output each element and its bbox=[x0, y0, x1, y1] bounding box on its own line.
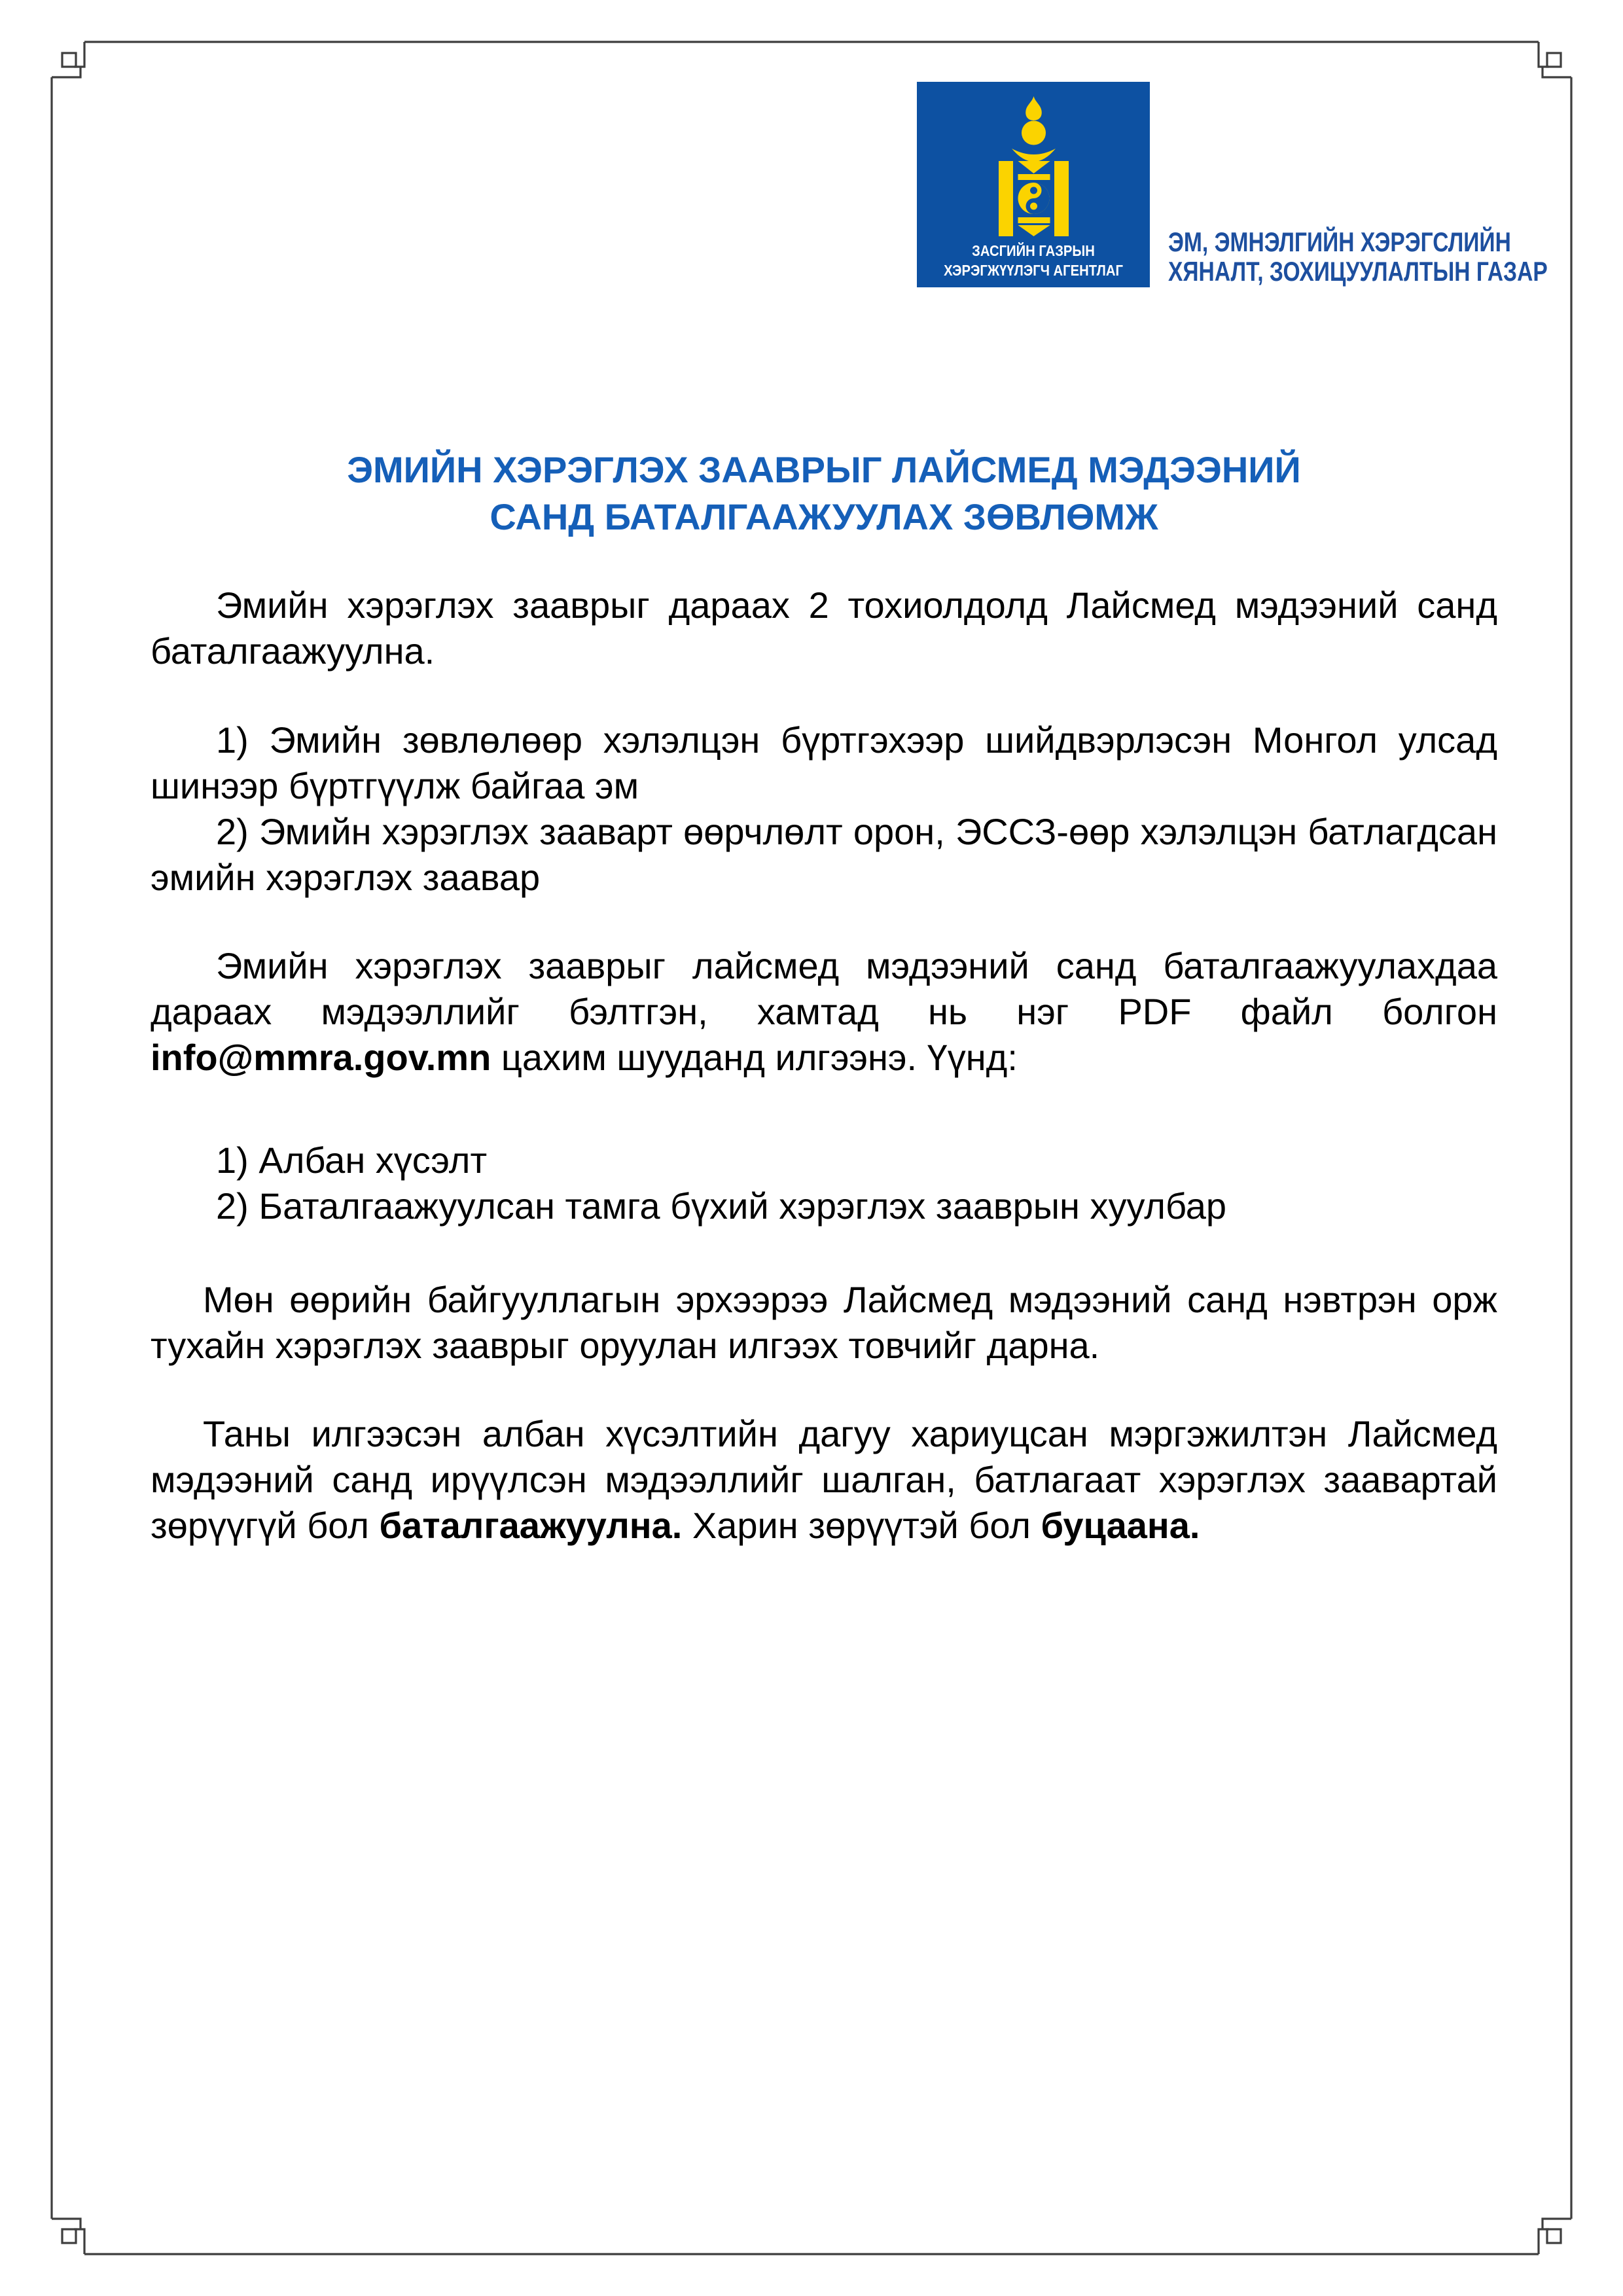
organization-name-line2: ХЯНАЛТ, ЗОХИЦУУЛАЛТЫН ГАЗАР bbox=[1168, 256, 1548, 287]
attachment-list bbox=[151, 1138, 1497, 1229]
return-word: буцаана. bbox=[1041, 1505, 1200, 1546]
paragraph-intro: Эмийн хэрэглэх зааврыг дараах 2 тохиолдолд Лайсмед мэдээний санд баталгаажуулна. bbox=[151, 584, 1497, 672]
paragraph-self-upload: Мөн өөрийн байгууллагын эрхээрээ Лайсмед мэдээний санд нэвтрэн орж тухайн хэрэглэх зааврыг оруулан илгээх товчийг дарна. bbox=[151, 1279, 1497, 1366]
corner-square-bottom-left bbox=[62, 2229, 76, 2243]
case-list-item-2: 2) Эмийн хэрэглэх зааварт өөрчлөлт орон, ЭССЗ-өөр хэлэлцэн батлагдсан эмийн хэрэглэх заавар bbox=[151, 811, 1497, 898]
attachment-list-item-1: 1) Албан хүсэлт bbox=[216, 1139, 488, 1181]
document-content bbox=[151, 0, 1497, 1549]
case-list bbox=[151, 717, 1497, 901]
approve-word: баталгаажуулна. bbox=[379, 1505, 683, 1546]
corner-square-bottom-right bbox=[1547, 2229, 1561, 2243]
attachment-list-item-2: 2) Баталгаажуулсан тамга бүхий хэрэглэх зааврын хуулбар bbox=[216, 1185, 1227, 1227]
logo-caption-line2: ХЭРЭГЖҮҮЛЭГЧ АГЕНТЛАГ bbox=[944, 262, 1123, 279]
logo-caption-line1: ЗАСГИЙН ГАЗРЫН bbox=[972, 242, 1095, 259]
paragraph-review: Таны илгээсэн албан хүсэлтийн дагуу хариуцсан мэргэжилтэн Лайсмед мэдээний санд ирүүлсэн мэдээллийг шалган, батлагаат хэрэглэх заавартай зөрүүгүй бол баталгаажуулна. Харин зөрүүтэй бол буцаана. bbox=[151, 1413, 1497, 1546]
email-address: info@mmra.gov.mn bbox=[151, 1037, 491, 1078]
document-title-line1: ЭМИЙН ХЭРЭГЛЭХ ЗААВРЫГ ЛАЙСМЕД МЭДЭЭНИЙ bbox=[347, 449, 1301, 490]
organization-name-line1: ЭМ, ЭМНЭЛГИЙН ХЭРЭГСЛИЙН bbox=[1168, 226, 1511, 257]
corner-square-top-right bbox=[1547, 53, 1561, 67]
corner-square-top-left bbox=[62, 53, 76, 67]
document-title-line2: САНД БАТАЛГААЖУУЛАХ ЗӨВЛӨМЖ bbox=[490, 496, 1158, 537]
case-list-item-1: 1) Эмийн зөвлөлөөр хэлэлцэн бүртгэхээр шийдвэрлэсэн Монгол улсад шинээр бүртгүүлж байгаа эм bbox=[151, 719, 1497, 806]
document-title bbox=[151, 446, 1497, 541]
paragraph-send-info: Эмийн хэрэглэх зааврыг лайсмед мэдээний санд баталгаажуулахдаа дараах мэдээллийг бэлтгэн, хамтад нь нэг PDF файл болгон info@mmra.gov.mn цахим шууданд илгээнэ. Үүнд: bbox=[151, 945, 1497, 1078]
